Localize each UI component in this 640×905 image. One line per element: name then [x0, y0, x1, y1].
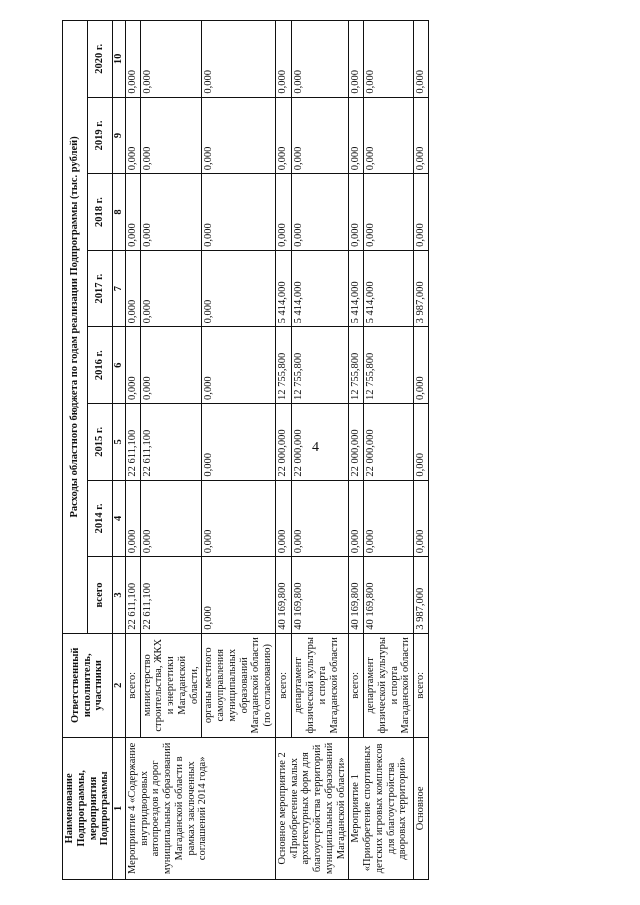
responsible-cell: департамент физической культуры и спорта Магаданской области [292, 633, 349, 737]
table-row [275, 21, 292, 880]
total-value-cell: 22 611,100 [125, 557, 140, 634]
year-value-cell: 5 414,000 [292, 250, 349, 327]
header-year: 2014 г. [88, 480, 113, 557]
year-value-cell: 0,000 [414, 97, 429, 174]
column-number: 2 [113, 633, 126, 737]
year-value-cell: 0,000 [292, 174, 349, 251]
budget-table [62, 20, 429, 880]
column-number: 1 [113, 737, 126, 879]
year-value-cell: 5 414,000 [275, 250, 292, 327]
year-value-cell: 12 755,800 [349, 327, 364, 404]
year-value-cell: 0,000 [364, 97, 414, 174]
total-value-cell: 22 611,100 [140, 557, 202, 634]
column-number: 4 [113, 480, 126, 557]
header-row-1 [63, 21, 88, 880]
year-value-cell: 22 000,000 [364, 404, 414, 481]
year-value-cell: 0,000 [292, 21, 349, 98]
total-label-cell: всего: [349, 633, 364, 737]
header-responsible: Ответственный исполнитель, участники [63, 633, 113, 737]
year-value-cell: 12 755,800 [275, 327, 292, 404]
responsible-cell: департамент физической культуры и спорта Магаданской области [364, 633, 414, 737]
column-number: 7 [113, 250, 126, 327]
year-value-cell: 0,000 [275, 97, 292, 174]
activity-name-cell: Мероприятие 4 «Содержание внутридворовых автопроездов и дорог муниципальных образований Магаданской области в рамках заключенных соглашений 2014 года» [125, 737, 275, 879]
year-value-cell: 0,000 [140, 174, 202, 251]
year-value-cell: 0,000 [125, 480, 140, 557]
year-value-cell: 0,000 [140, 327, 202, 404]
year-value-cell: 0,000 [364, 480, 414, 557]
total-value-cell: 40 169,800 [275, 557, 292, 634]
column-number-row [113, 21, 126, 880]
column-number: 10 [113, 21, 126, 98]
total-label-cell: всего: [125, 633, 140, 737]
total-label-cell: всего: [275, 633, 292, 737]
year-value-cell: 12 755,800 [364, 327, 414, 404]
year-value-cell: 0,000 [349, 97, 364, 174]
year-value-cell: 22 000,000 [349, 404, 364, 481]
year-value-cell: 0,000 [275, 480, 292, 557]
year-value-cell: 0,000 [125, 174, 140, 251]
activity-name-cell: Основное [414, 737, 429, 879]
column-number: 5 [113, 404, 126, 481]
header-year: 2015 г. [88, 404, 113, 481]
year-value-cell: 0,000 [364, 21, 414, 98]
year-value-cell: 0,000 [140, 97, 202, 174]
year-value-cell: 5 414,000 [364, 250, 414, 327]
year-value-cell: 0,000 [292, 480, 349, 557]
table-row [349, 21, 364, 880]
column-number: 6 [113, 327, 126, 404]
year-value-cell: 22 000,000 [292, 404, 349, 481]
header-total: всего [88, 557, 113, 634]
responsible-cell: органы местного самоуправления муниципальных образований Магаданской области (по согласованию) [202, 633, 276, 737]
year-value-cell: 0,000 [125, 327, 140, 404]
activity-name-cell: Основное мероприятие 2 «Приобретение малых архитектурных форм для благоустройства территорий муниципальных образований Магаданской области» [275, 737, 349, 879]
header-year: 2016 г. [88, 327, 113, 404]
year-value-cell: 0,000 [364, 174, 414, 251]
year-value-cell: 22 611,100 [125, 404, 140, 481]
year-value-cell: 0,000 [125, 97, 140, 174]
column-number: 8 [113, 174, 126, 251]
column-number: 3 [113, 557, 126, 634]
header-year: 2019 г. [88, 97, 113, 174]
year-value-cell: 0,000 [202, 480, 276, 557]
page-number: 4 [312, 440, 319, 455]
responsible-cell: министерство строительства, ЖКХ и энергетики Магаданской области, [140, 633, 202, 737]
year-value-cell: 0,000 [414, 404, 429, 481]
year-value-cell: 0,000 [202, 404, 276, 481]
total-value-cell: 40 169,800 [364, 557, 414, 634]
header-name: Наименование Подпрограммы, мероприятия Подпрограммы [63, 737, 113, 879]
year-value-cell: 0,000 [125, 250, 140, 327]
table-row [414, 21, 429, 880]
total-value-cell: 40 169,800 [292, 557, 349, 634]
total-value-cell: 40 169,800 [349, 557, 364, 634]
year-value-cell: 0,000 [202, 174, 276, 251]
year-value-cell: 0,000 [292, 97, 349, 174]
year-value-cell: 3 987,000 [414, 250, 429, 327]
year-value-cell: 5 414,000 [349, 250, 364, 327]
rotated-table-region [62, 20, 582, 880]
total-value-cell: 3 987,000 [414, 557, 429, 634]
year-value-cell: 0,000 [414, 327, 429, 404]
year-value-cell: 0,000 [414, 21, 429, 98]
year-value-cell: 0,000 [202, 97, 276, 174]
year-value-cell: 0,000 [202, 327, 276, 404]
year-value-cell: 0,000 [202, 250, 276, 327]
total-value-cell: 0,000 [202, 557, 276, 634]
year-value-cell: 0,000 [275, 21, 292, 98]
header-year: 2017 г. [88, 250, 113, 327]
column-number: 9 [113, 97, 126, 174]
year-value-cell: 0,000 [140, 480, 202, 557]
year-value-cell: 0,000 [349, 174, 364, 251]
header-expenses-group: Расходы областного бюджета по годам реализации Подпрограммы (тыс. рублей) [63, 21, 88, 634]
year-value-cell: 22 000,000 [275, 404, 292, 481]
header-year: 2018 г. [88, 174, 113, 251]
year-value-cell: 0,000 [349, 21, 364, 98]
year-value-cell: 0,000 [125, 21, 140, 98]
year-value-cell: 0,000 [414, 174, 429, 251]
table-row [125, 21, 140, 880]
year-value-cell: 0,000 [414, 480, 429, 557]
table-body [125, 21, 428, 880]
header-year: 2020 г. [88, 21, 113, 98]
year-value-cell: 0,000 [140, 250, 202, 327]
year-value-cell: 22 611,100 [140, 404, 202, 481]
year-value-cell: 0,000 [202, 21, 276, 98]
year-value-cell: 0,000 [140, 21, 202, 98]
year-value-cell: 0,000 [349, 480, 364, 557]
activity-name-cell: Мероприятие 1 «Приобретение спортивных детских игровых комплексов для благоустройства дворовых территорий» [349, 737, 414, 879]
year-value-cell: 12 755,800 [292, 327, 349, 404]
year-value-cell: 0,000 [275, 174, 292, 251]
total-label-cell: всего: [414, 633, 429, 737]
